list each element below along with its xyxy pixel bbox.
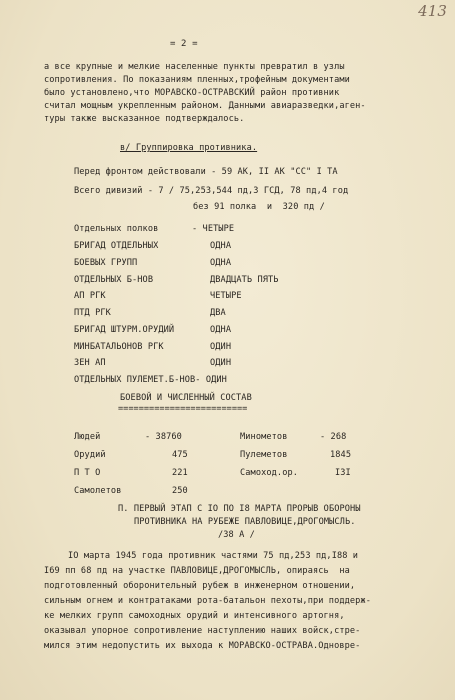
composition-left-name: Орудий — [74, 450, 106, 460]
page-corner-mark: 413 — [418, 2, 447, 20]
composition-right-name: Минометов — [240, 432, 288, 442]
composition-right-value: 1845 — [330, 450, 352, 460]
body-line-1: IO марта 1945 года противник частями 75 пд,253 пд,I88 и — [68, 551, 359, 561]
unit-value: ОДНА — [210, 258, 232, 268]
intro-line-4: считал мощным укрепленным районом. Данными авиаразведки,аген- — [44, 101, 366, 111]
composition-left-value: 221 — [172, 468, 188, 478]
composition-title: БОЕВОЙ И ЧИСЛЕННЫЙ СОСТАВ — [120, 393, 252, 403]
stage-heading-line-2: ПРОТИВНИКА НА РУБЕЖЕ ПАВЛОВИЦЕ,ДРОГОМЫСЛЬ. — [134, 517, 356, 527]
page-number: = 2 = — [170, 39, 198, 49]
section-b-title: в/ Группировка противника. — [120, 143, 258, 153]
composition-left-name: Самолетов — [74, 486, 122, 496]
unit-name: ЗЕН АП — [74, 358, 106, 368]
composition-right-value: - 268 — [320, 432, 347, 442]
intro-line-5: туры также высказанное подтверждалось. — [44, 114, 245, 124]
intro-line-2: сопротивления. По показаниям пленных,трофейным документами — [44, 75, 350, 85]
composition-right-name: Самоход.ор. — [240, 468, 299, 478]
body-line-6: оказывал упорное сопротивление наступлению наших войск,стре- — [44, 626, 361, 636]
divisions-line-1: Всего дивизий - 7 / 75,253,544 пд,3 ГСД, 78 пд,4 год — [74, 186, 349, 196]
body-line-3: подготовленный оборонительный рубеж в инженерном отношении, — [44, 581, 356, 591]
unit-value: ДВА — [210, 308, 226, 318]
composition-rule: ========================= — [118, 404, 248, 414]
intro-line-3: было установлено,что МОРАВСКО-ОСТРАВСКИЙ район противник — [44, 88, 340, 98]
unit-name: ОТДЕЛЬНЫХ ПУЛЕМЕТ.Б-НОВ- ОДИН — [74, 375, 227, 385]
composition-left-value: 475 — [172, 450, 188, 460]
unit-name: МИНБАТАЛЬОНОВ РГК — [74, 342, 164, 352]
composition-left-name: Людей — [74, 432, 101, 442]
intro-line-1: а все крупные и мелкие населенные пункты превратил в узлы — [44, 62, 345, 72]
unit-value: ОДИН — [210, 358, 232, 368]
composition-left-value: 250 — [172, 486, 188, 496]
unit-value: ОДНА — [210, 241, 232, 251]
unit-value: ОДИН — [210, 342, 232, 352]
unit-name: ОТДЕЛЬНЫХ Б-НОВ — [74, 275, 154, 285]
body-line-2: I69 пп 68 пд на участке ПАВЛОВИЦЕ,ДРОГОМЫСЛЬ, опираясь на — [44, 566, 350, 576]
body-line-4: сильным огнем и контратаками рота-батальон пехоты,при поддерж- — [44, 596, 371, 606]
unit-value: ОДНА — [210, 325, 232, 335]
unit-name: АП РГК — [74, 291, 106, 301]
stage-heading-line-1: П. ПЕРВЫЙ ЭТАП С IO ПО I8 МАРТА ПРОРЫВ ОБОРОНЫ — [118, 504, 361, 514]
body-line-5: ке мелких групп самоходных орудий и интенсивного артогня, — [44, 611, 345, 621]
composition-left-value: - 38760 — [145, 432, 182, 442]
unit-name: БРИГАД ШТУРМ.ОРУДИЙ — [74, 325, 175, 335]
composition-right-name: Пулеметов — [240, 450, 288, 460]
unit-value: - ЧЕТЫРЕ — [192, 224, 235, 234]
front-line: Перед фронтом действовали - 59 АК, II АК "СС" I ТА — [74, 167, 338, 177]
stage-heading-line-3: /38 А / — [218, 530, 255, 540]
unit-value: ЧЕТЫРЕ — [210, 291, 242, 301]
unit-name: БРИГАД ОТДЕЛЬНЫХ — [74, 241, 159, 251]
unit-name: БОЕВЫХ ГРУПП — [74, 258, 138, 268]
body-line-7: мился этим недопустить их выхода к МОРАВСКО-ОСТРАВА.Одновре- — [44, 641, 361, 651]
composition-left-name: П Т О — [74, 468, 101, 478]
unit-name: ПТД РГК — [74, 308, 111, 318]
unit-value: ДВАДЦАТЬ ПЯТЬ — [210, 275, 279, 285]
unit-name: Отдельных полков — [74, 224, 159, 234]
composition-right-value: I3I — [335, 468, 351, 478]
divisions-line-2: без 91 полка и 320 пд / — [193, 202, 325, 212]
